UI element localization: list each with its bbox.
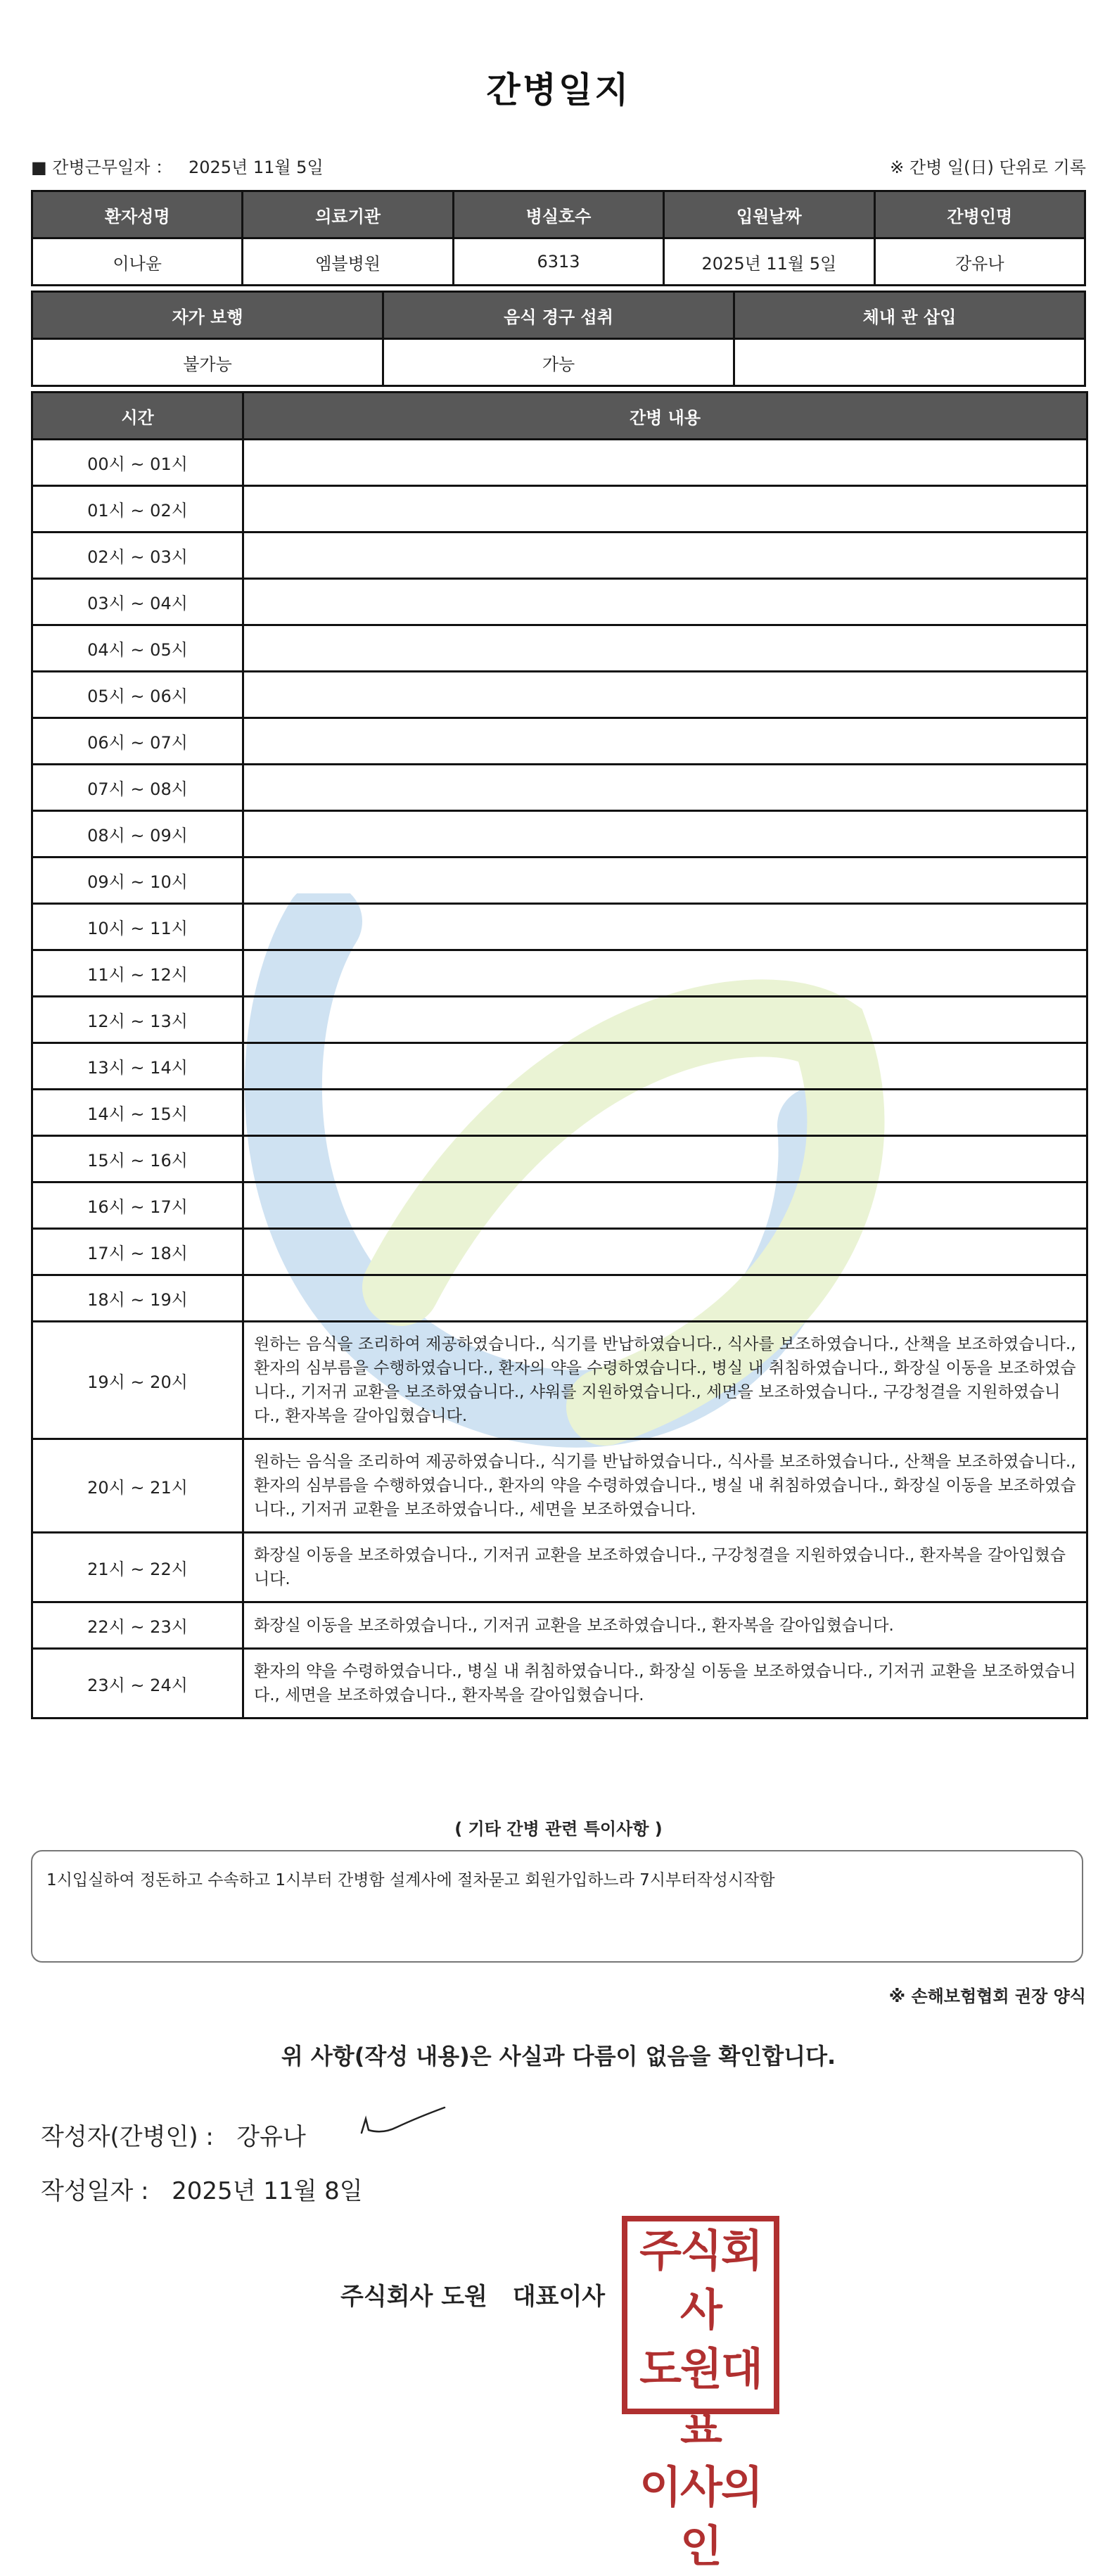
care-log-content: [243, 1136, 1087, 1182]
care-log-time: 18시 ~ 19시: [32, 1275, 243, 1322]
care-log-time: 11시 ~ 12시: [32, 950, 243, 997]
written-date-value: 2025년 11월 8일: [172, 2177, 363, 2205]
care-log-time: 10시 ~ 11시: [32, 904, 243, 950]
care-log-time: 07시 ~ 08시: [32, 765, 243, 811]
writer-name: 강유나: [236, 2123, 306, 2151]
care-log-row: [32, 857, 1087, 904]
care-log-content: [243, 950, 1087, 997]
care-log-content: [243, 1043, 1087, 1090]
care-log-row: [32, 1533, 1087, 1602]
care-log-row: [32, 765, 1087, 811]
care-log-row: [32, 811, 1087, 857]
care-log-content: 환자의 약을 수령하였습니다., 병실 내 취침하였습니다., 화장실 이동을 보조하였습니다., 기저귀 교환을 보조하였습니다., 세면을 보조하였습니다., 환자복을 갈아입혔습니다.: [243, 1649, 1087, 1719]
document-title: 간병일지: [486, 70, 631, 110]
self-walking-value: 불가능: [32, 339, 383, 386]
patient-status-table: [31, 291, 1086, 387]
care-log-time: 13시 ~ 14시: [32, 1043, 243, 1090]
care-log-content: [243, 672, 1087, 718]
care-log-time: 05시 ~ 06시: [32, 672, 243, 718]
company-line: [340, 2277, 605, 2312]
company-name: 주식회사 도원: [340, 2283, 487, 2311]
writer-line: [41, 2117, 306, 2152]
care-log-time: 16시 ~ 17시: [32, 1182, 243, 1229]
care-log-time: 04시 ~ 05시: [32, 625, 243, 672]
care-log-time: 03시 ~ 04시: [32, 579, 243, 625]
recommendation-note: ※ 손해보험협회 권장 양식: [888, 1987, 1086, 2006]
care-log-content: 화장실 이동을 보조하였습니다., 기저귀 교환을 보조하였습니다., 구강청결을 지원하였습니다., 환자복을 갈아입혔습니다.: [243, 1533, 1087, 1602]
care-log-time: 01시 ~ 02시: [32, 486, 243, 533]
notes-box: [31, 1850, 1083, 1963]
work-date-label: ■ 간병근무일자 ：: [31, 158, 173, 177]
care-log-time: 17시 ~ 18시: [32, 1229, 243, 1275]
care-log-row: [32, 579, 1087, 625]
care-log-row: [32, 1182, 1087, 1229]
unit-note: ※ 간병 일(日) 단위로 기록: [890, 158, 1086, 177]
care-log-content: 원하는 음식을 조리하여 제공하였습니다., 식기를 반납하였습니다., 식사를 보조하였습니다., 산책을 보조하였습니다., 환자의 심부름을 수행하였습니다., 환자의 약을 수령하였습니다., 병실 내 취침하였습니다., 화장실 이동을 보조하였습니다., 기저귀 교환을 보조하였습니다., 샤워를 지원하였습니다., 세면을 보조하였습니다., 구강청결을 지원하였습니다., 환자복을 갈아입혔습니다.: [243, 1322, 1087, 1439]
work-date-value: 2025년 11월 5일: [188, 158, 324, 177]
care-log-time: 21시 ~ 22시: [32, 1533, 243, 1602]
care-log-row: [32, 1090, 1087, 1136]
care-log-time: 12시 ~ 13시: [32, 997, 243, 1043]
care-log-content: [243, 486, 1087, 533]
care-log-row: [32, 1649, 1087, 1719]
care-log-row: [32, 1043, 1087, 1090]
room-number: 6313: [453, 238, 663, 286]
document-meta: [31, 153, 1086, 179]
care-log-content: [243, 857, 1087, 904]
ceo-title: 대표이사: [512, 2283, 606, 2311]
care-log-content: [243, 625, 1087, 672]
care-log-time: 14시 ~ 15시: [32, 1090, 243, 1136]
care-log-content: [243, 1182, 1087, 1229]
header-admission-date: 입원날짜: [664, 191, 874, 238]
care-log-table: [31, 391, 1088, 1719]
care-log-time: 15시 ~ 16시: [32, 1136, 243, 1182]
header-patient-name: 환자성명: [32, 191, 243, 238]
hospital: 엠블병원: [243, 238, 453, 286]
care-log-row: [32, 1136, 1087, 1182]
written-date-line: [41, 2172, 363, 2206]
care-log-row: [32, 1602, 1087, 1649]
care-log-content: [243, 1090, 1087, 1136]
header-tube-insertion: 체내 관 삽입: [734, 292, 1085, 339]
care-log-content: [243, 533, 1087, 579]
care-log-time: 23시 ~ 24시: [32, 1649, 243, 1719]
header-time: 시간: [32, 393, 243, 440]
header-self-walking: 자가 보행: [32, 292, 383, 339]
care-log-time: 08시 ~ 09시: [32, 811, 243, 857]
care-log-row: [32, 486, 1087, 533]
care-log-row: [32, 1275, 1087, 1322]
care-log-header-row: [32, 393, 1087, 440]
care-log-content: [243, 1275, 1087, 1322]
care-log-row: [32, 672, 1087, 718]
care-log-content: [243, 579, 1087, 625]
care-log-row: [32, 904, 1087, 950]
care-log-time: 20시 ~ 21시: [32, 1439, 243, 1533]
patient-name: 이나윤: [32, 238, 243, 286]
care-log-content: [243, 440, 1087, 486]
notes-text: 1시입실하여 정돈하고 수속하고 1시부터 간병함 설계사에 절차묻고 회원가입하느라 7시부터작성시작함: [46, 1871, 775, 1889]
patient-info-value-row: [32, 238, 1085, 286]
care-log-content: [243, 811, 1087, 857]
care-log-row: [32, 718, 1087, 765]
care-log-row: [32, 950, 1087, 997]
care-log-row: [32, 997, 1087, 1043]
care-log-content: [243, 997, 1087, 1043]
care-log-time: 19시 ~ 20시: [32, 1322, 243, 1439]
confirmation-statement: 위 사항(작성 내용)은 사실과 다름이 없음을 확인합니다.: [281, 2043, 836, 2070]
signature: [355, 2103, 453, 2138]
care-log-time: 09시 ~ 10시: [32, 857, 243, 904]
tube-insertion-value: [734, 339, 1085, 386]
oral-intake-value: 가능: [383, 339, 734, 386]
care-log-row: [32, 533, 1087, 579]
care-log-content: [243, 765, 1087, 811]
care-log-time: 22시 ~ 23시: [32, 1602, 243, 1649]
work-date: [31, 153, 324, 178]
patient-info-table: [31, 190, 1086, 286]
header-care-content: 간병 내용: [243, 393, 1087, 440]
header-room-number: 병실호수: [453, 191, 663, 238]
care-log-time: 02시 ~ 03시: [32, 533, 243, 579]
header-hospital: 의료기관: [243, 191, 453, 238]
care-log-content: [243, 904, 1087, 950]
care-log-row: [32, 1439, 1087, 1533]
written-date-label: 작성일자 :: [41, 2177, 149, 2205]
notes-heading: ( 기타 간병 관련 특이사항 ): [454, 1819, 663, 1839]
care-log-time: 00시 ~ 01시: [32, 440, 243, 486]
company-seal-stamp: 주식회사 도원대표 이사의인: [622, 2216, 779, 2414]
care-log-time: 06시 ~ 07시: [32, 718, 243, 765]
care-log-body: [32, 440, 1087, 1719]
care-log-content: [243, 1229, 1087, 1275]
care-log-row: [32, 1229, 1087, 1275]
caregiver-name: 강유나: [874, 238, 1085, 286]
status-header-row: [32, 292, 1085, 339]
care-log-content: 화장실 이동을 보조하였습니다., 기저귀 교환을 보조하였습니다., 환자복을 갈아입혔습니다.: [243, 1602, 1087, 1649]
admission-date: 2025년 11월 5일: [664, 238, 874, 286]
patient-info-header-row: [32, 191, 1085, 238]
care-log-row: [32, 625, 1087, 672]
header-oral-intake: 음식 경구 섭취: [383, 292, 734, 339]
care-log-content: 원하는 음식을 조리하여 제공하였습니다., 식기를 반납하였습니다., 식사를 보조하였습니다., 산책을 보조하였습니다., 환자의 심부름을 수행하였습니다., 환자의 약을 수령하였습니다., 병실 내 취침하였습니다., 화장실 이동을 보조하였습니다., 기저귀 교환을 보조하였습니다., 세면을 보조하였습니다.: [243, 1439, 1087, 1533]
status-value-row: [32, 339, 1085, 386]
writer-label: 작성자(간병인) :: [41, 2123, 214, 2151]
care-log-row: [32, 440, 1087, 486]
care-log-content: [243, 718, 1087, 765]
header-caregiver-name: 간병인명: [874, 191, 1085, 238]
care-log-row: [32, 1322, 1087, 1439]
